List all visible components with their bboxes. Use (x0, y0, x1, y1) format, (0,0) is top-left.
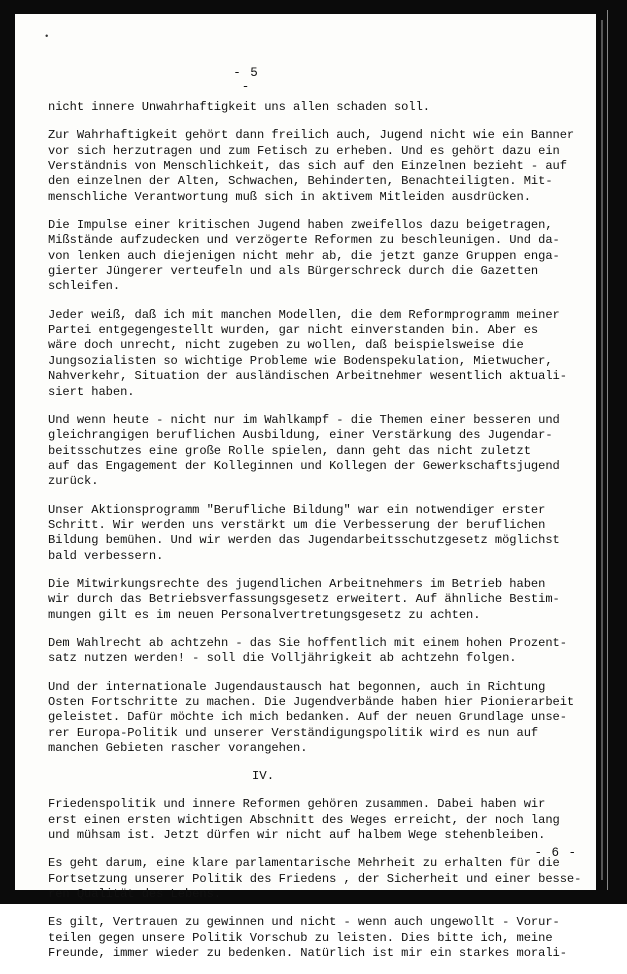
text-line: siert haben. (48, 384, 135, 399)
document-body (48, 100, 588, 974)
text-line: Unser Aktionsprogramm "Berufliche Bildung" war ein notwendiger erster (48, 502, 546, 517)
page-number: - 5 - (233, 66, 259, 94)
text-line: schleifen. (48, 279, 121, 294)
paragraph (48, 218, 588, 295)
paragraph (48, 915, 588, 961)
paragraph (48, 128, 588, 205)
text-line: geleistet. Dafür möchte ich mich bedanken. Auf der neuen Grundlage unse- (48, 710, 567, 725)
text-line: Die Impulse einer kritischen Jugend haben zweifellos dazu beigetragen, (48, 218, 553, 233)
text-line: Es gilt, Vertrauen zu gewinnen und nicht - wenn auch ungewollt - Vorur- (48, 915, 560, 930)
scan-border-left (0, 0, 15, 904)
paragraph (48, 308, 588, 400)
text-line: Dem Wahlrecht ab achtzehn - das Sie hoffentlich mit einem hohen Prozent- (48, 635, 567, 650)
text-line: Zur Wahrhaftigkeit gehört dann freilich auch, Jugend nicht wie ein Banner (48, 128, 575, 143)
text-line: Partei entgegengestellt wurden, gar nicht einverstanden bin. Aber es (48, 323, 539, 338)
page-stack-edge (601, 20, 603, 880)
text-line: Die Mitwirkungsrechte des jugendlichen Arbeitnehmers im Betrieb haben (48, 576, 546, 591)
text-line: Freunde, immer wieder zu bedenken. Natürlich ist mir ein starkes morali- (48, 946, 567, 961)
text-line: manchen Gebieten rascher vorangehen. (48, 741, 308, 756)
text-line: Und der internationale Jugendaustausch hat begonnen, auch in Richtung (48, 679, 546, 694)
scan-speck: • (44, 32, 50, 42)
paragraph (48, 856, 588, 902)
text-line: Osten Fortschritte zu machen. Die Jugendverbände haben hier Pionierarbeit (48, 695, 575, 709)
paragraph (48, 577, 588, 623)
text-line: Es geht darum, eine klare parlamentarische Mehrheit zu erhalten für die (48, 856, 560, 871)
text-line: wir durch das Betriebsverfassungsgesetz erweitert. Auf ähnliche Bestim- (48, 592, 560, 607)
text-line: menschliche Verantwortung muß sich in aktivem Mitleiden ausdrücken. (48, 189, 531, 204)
page-stack-edge (607, 10, 608, 890)
text-line: auf das Engagement der Kolleginnen und Kollegen der Gewerkschaftsjugend (48, 458, 560, 473)
paragraph (48, 100, 588, 115)
paragraph (48, 680, 588, 757)
next-page-marker: - 6 - (534, 846, 577, 860)
text-line: mungen gilt es im neuen Personalvertretungsgesetz zu achten. (48, 607, 481, 622)
paragraph (48, 797, 588, 843)
text-line: gierter Jüngerer verteufeln und als Bürgerschreck durch die Gazetten (48, 264, 539, 279)
text-line: Mißstände aufzudecken und verzögerte Reformen zu beschleunigen. Und da- (48, 233, 560, 248)
paragraph (48, 413, 588, 490)
paragraph (48, 636, 588, 667)
text-line: Fortsetzung unserer Politik des Friedens , der Sicherheit und einer besse- (48, 871, 582, 886)
text-line: Und wenn heute - nicht nur im Wahlkampf - die Themen einer besseren und (48, 412, 560, 427)
text-line: Jungsozialisten so wichtige Probleme wie Bodenspekulation, Mietwucher, (48, 353, 553, 368)
text-line: und mühsam ist. Jetzt dürfen wir nicht auf halbem Wege stehenbleiben. (48, 828, 546, 843)
section-heading: IV. (251, 769, 275, 784)
text-line: satz nutzen werden! - soll die Volljährigkeit ab achtzehn folgen. (48, 651, 517, 666)
text-line: Friedenspolitik und innere Reformen gehören zusammen. Dabei haben wir (48, 797, 546, 812)
text-line: Jeder weiß, daß ich mit manchen Modellen, die dem Reformprogramm meiner (48, 307, 560, 322)
text-line: Nahverkehr, Situation der ausländischen Arbeitnehmer wesentlich aktuali- (48, 369, 567, 384)
scan-border-top (0, 0, 627, 14)
text-line: vor sich herzutragen und zum Fetisch zu erheben. Und es gehört dazu ein (48, 143, 560, 158)
text-line: Verständnis von Menschlichkeit, das sich auf den Einzelnen bezieht - auf (48, 159, 567, 174)
text-line: den einzelnen der Alten, Schwachen, Behinderten, Benachteiligten. Mit- (48, 174, 553, 189)
text-line: beitsschutzes eine große Rolle spielen, dann geht das nicht zuletzt (48, 443, 531, 458)
text-line: gleichrangigen beruflichen Ausbildung, einer Verstärkung des Jugendar- (48, 428, 553, 443)
text-line: wäre doch unrecht, nicht zugeben zu wollen, daß beispielsweise die (48, 338, 524, 353)
text-line: rer Europa-Politik und unserer Verständigungspolitik wird es nun auf (48, 725, 539, 740)
text-line: Schritt. Wir werden uns verstärkt um die Verbesserung der beruflichen (48, 517, 546, 532)
text-line: bald verbessern. (48, 548, 164, 563)
text-line: teilen gegen unsere Politik Vorschub zu leisten. Dies bitte ich, meine (48, 930, 553, 945)
text-line: nicht innere Unwahrhaftigkeit uns allen schaden soll. (48, 100, 430, 114)
paragraph (48, 503, 588, 564)
text-line: ren Qualität des Lebens. (48, 887, 221, 902)
text-line: zurück. (48, 474, 99, 489)
text-line: erst einen ersten wichtigen Abschnitt des Weges erreicht, der noch lang (48, 812, 560, 827)
text-line: von lenken auch diejenigen nicht mehr ab, die jetzt ganze Gruppen enga- (48, 248, 560, 263)
text-line: Bildung bemühen. Und wir werden das Jugendarbeitsschutzgesetz möglichst (48, 533, 560, 548)
